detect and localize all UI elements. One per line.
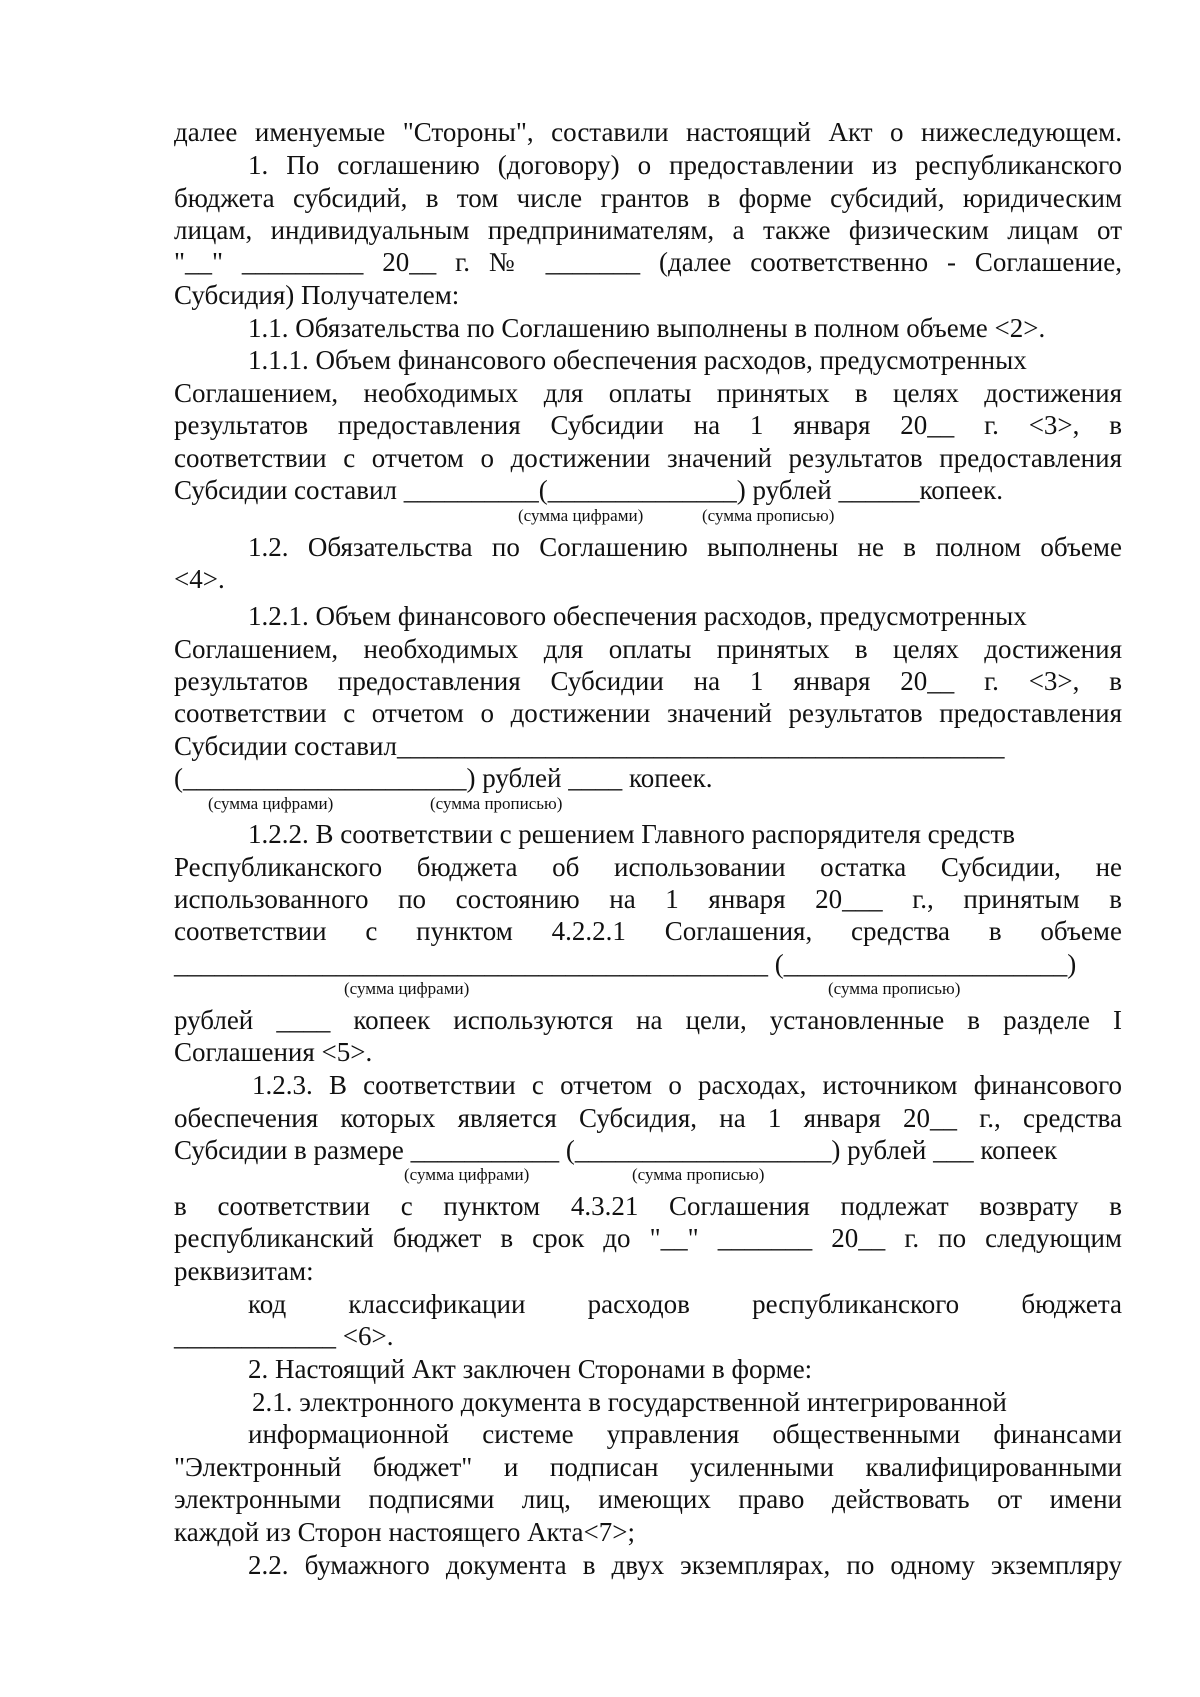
text-line: использованного по состоянию на 1 января 20___ г., принятым в [174,884,1122,914]
text-line: <4>. [174,564,225,594]
field-caption: (сумма цифрами) [404,1165,530,1184]
text-line: электронными подписями лиц, имеющих право действовать от имени [174,1484,1122,1514]
text-line: бюджета субсидий, в том числе грантов в форме субсидий, юридическим [174,183,1122,213]
paragraph-2-2-line: 2.2. бумажного документа в двух экземплярах, по одному экземпляру [248,1550,1122,1580]
text-line: результатов предоставления Субсидии на 1 января 20__ г. <3>, в [174,410,1122,440]
field-caption: (сумма цифрами) [208,794,334,813]
text-line: каждой из Сторон настоящего Акта<7>; [174,1517,635,1547]
text-line: далее именуемые "Стороны", составили настоящий Акт о нижеследующем. [174,117,1122,147]
text-line: "__" _________ 20__ г. № _______ (далее соответственно - Соглашение, [174,247,1122,277]
text-line: Субсидии составил_____________________________________________ [174,731,1005,761]
paragraph-1-1-1-line: 1.1.1. Объем финансового обеспечения расходов, предусмотренных [248,345,1027,375]
text-line: Соглашением, необходимых для оплаты принятых в целях достижения [174,378,1122,408]
text-line: (_____________________) рублей ____ копеек. [174,763,713,793]
text-line: информационной системе управления общественными финансами [248,1419,1122,1449]
field-caption: (сумма прописью) [430,794,563,813]
paragraph-2-line: 2. Настоящий Акт заключен Сторонами в форме: [248,1354,813,1384]
text-line: Субсидии составил __________(______________) рублей ______копеек. [174,475,1003,505]
text-line: Республиканского бюджета об использовании остатка Субсидии, не [174,852,1122,882]
paragraph-1-line: 1. По соглашению (договору) о предоставлении из республиканского [248,150,1122,180]
text-line: Соглашения <5>. [174,1037,373,1067]
paragraph-1-2-3-line: 1.2.3. В соответствии с отчетом о расходах, источником финансового [252,1070,1122,1100]
paragraph-1-1-line: 1.1. Обязательства по Соглашению выполнены в полном объеме <2>. [248,313,1046,343]
paragraph-2-1-line: 2.1. электронного документа в государственной интегрированной [252,1387,1007,1417]
field-caption: (сумма цифрами) [518,506,644,525]
text-line: код классификации расходов республиканского бюджета [248,1289,1122,1319]
text-line: Соглашением, необходимых для оплаты принятых в целях достижения [174,634,1122,664]
text-line: ____________________________________________ (_____________________) [174,949,1077,979]
text-line: обеспечения которых является Субсидия, на 1 января 20__ г., средства [174,1103,1122,1133]
paragraph-1-2-1-line: 1.2.1. Объем финансового обеспечения расходов, предусмотренных [248,601,1027,631]
text-line: рублей ____ копеек используются на цели, установленные в разделе I [174,1005,1122,1035]
field-caption: (сумма цифрами) [344,979,470,998]
paragraph-1-2-line: 1.2. Обязательства по Соглашению выполнены не в полном объеме [248,532,1122,562]
text-line: республиканский бюджет в срок до "__" _______ 20__ г. по следующим [174,1223,1122,1253]
text-line: соответствии с пунктом 4.2.2.1 Соглашения, средства в объеме [174,916,1122,946]
text-line: Субсидия) Получателем: [174,280,460,310]
text-line: в соответствии с пунктом 4.3.21 Соглашения подлежат возврату в [174,1191,1122,1221]
field-caption: (сумма прописью) [828,979,961,998]
text-line: ____________ <6>. [174,1321,394,1351]
field-caption: (сумма прописью) [702,506,835,525]
text-line: реквизитам: [174,1256,314,1286]
text-line: "Электронный бюджет" и подписан усиленными квалифицированными [174,1452,1122,1482]
field-caption: (сумма прописью) [632,1165,765,1184]
text-line: соответствии с отчетом о достижении значений результатов предоставления [174,443,1122,473]
text-line: соответствии с отчетом о достижении значений результатов предоставления [174,698,1122,728]
text-line: лицам, индивидуальным предпринимателям, а также физическим лицам от [174,215,1122,245]
text-line: результатов предоставления Субсидии на 1 января 20__ г. <3>, в [174,666,1122,696]
paragraph-1-2-2-line: 1.2.2. В соответствии с решением Главного распорядителя средств [248,819,1015,849]
text-line: Субсидии в размере ___________ (___________________) рублей ___ копеек [174,1135,1058,1165]
